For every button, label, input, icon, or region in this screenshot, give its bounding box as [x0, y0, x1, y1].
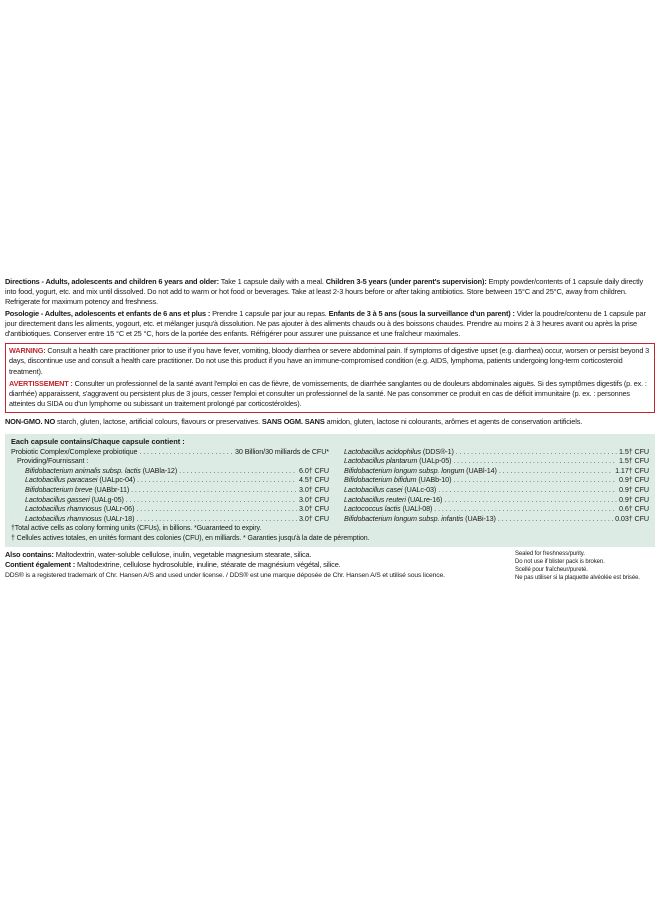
ingredient-species: Lactobacillus reuteri [344, 494, 406, 504]
ingredients-panel [5, 434, 655, 548]
ingredients-right-column [344, 447, 649, 524]
ingredient-strain: (DDS®-1) [422, 446, 454, 456]
leader-dots [137, 475, 297, 485]
ingredient-name [25, 485, 129, 495]
ingredient-strain: (UABbr-11) [94, 485, 130, 495]
complex-row [11, 447, 329, 457]
ingredient-name [25, 514, 134, 524]
sealed-line: Do not use if blister pack is broken. [515, 559, 605, 565]
ingredient-name [344, 475, 451, 485]
ingredient-strain: (UALpc-04) [99, 475, 136, 485]
ingredient-name [344, 447, 454, 457]
ingredient-row [344, 485, 649, 495]
ingredient-row [11, 514, 329, 524]
leader-dots [131, 485, 297, 495]
ingredient-species: Lactobacillus plantarum [344, 456, 418, 466]
warning-label: WARNING: [9, 346, 46, 356]
non-gmo-statement [5, 417, 655, 427]
ingredient-row [344, 447, 649, 457]
supplement-label [5, 277, 655, 582]
leader-dots [453, 475, 617, 485]
providing-row [11, 456, 329, 466]
non-gmo-text: starch, gluten, lactose, artificial colours, flavours or preservatives. [55, 417, 262, 427]
ingredient-row [344, 504, 649, 514]
leader-dots [136, 504, 297, 514]
leader-dots [453, 456, 617, 466]
ingredient-species: Lactobacillus rhamnosus [25, 504, 102, 514]
sealed-line: Sealed for freshness/purity. [515, 551, 585, 558]
ingredient-row [344, 466, 649, 476]
directions-english [5, 277, 655, 308]
sealed-notice [515, 550, 655, 582]
leader-dots [499, 466, 613, 476]
ingredient-strain: (UABi-13) [465, 513, 496, 523]
ingredient-name [25, 504, 134, 514]
avertissement-text: Consulter un professionnel de la santé avant l'emploi en cas de fièvre, de vomissements, de diarrhée sanglantes ou de douleurs abdominales aiguës. Si des symptômes digestifs (p. ex. : diarrhée) apparaissent, s'aggravent ou persistent plus de 3 jours, cesser l'emploi et consulter un professionnel de la santé. Ne pas consommer ce produit en cas de déficit immunitaire (p. ex. : personnes atteintes du SIDA ou d'un lymphome ou subissant un traitement prolongé par corticostéroïdes). [9, 378, 647, 409]
ingredient-species: Bifidobacterium bifidum [344, 475, 417, 485]
ingredient-row [11, 495, 329, 505]
warning-english [9, 346, 651, 377]
posologie-label: Posologie - Adultes, adolescents et enfants de 6 ans et plus : [5, 308, 211, 318]
ingredient-strain: (UABb-10) [418, 475, 452, 485]
leader-dots [139, 447, 233, 457]
ingredient-strain: (UALl-08) [402, 504, 433, 514]
also-contains-label: Also contains: [5, 550, 54, 560]
ingredient-strain: (UALre-16) [407, 494, 443, 504]
ingredient-value: 1.5† CFU [619, 446, 649, 456]
directions-text: Take 1 capsule daily with a meal. [218, 277, 326, 286]
also-contains-french [5, 560, 510, 570]
footnote-french: † Cellules actives totales, en unités formant des colonies (CFU), en milliards. * Garanties jusqu'à la date de péremption. [11, 534, 370, 542]
ingredient-name [25, 475, 135, 485]
ingredient-name [344, 504, 432, 514]
ingredients-columns [11, 447, 649, 524]
directions-label: Directions - Adults, adolescents and children 6 years and older: [5, 277, 219, 286]
ingredient-species: Bifidobacterium breve [25, 485, 93, 495]
ingredient-row [11, 466, 329, 476]
warning-box [5, 343, 655, 413]
leader-dots [498, 514, 613, 524]
trademark-notice: DDS® is a registered trademark of Chr. Hansen A/S and used under license. / DDS® est une marque déposée de Chr. Hansen A/S et utilisé sous licence. [5, 572, 445, 580]
ingredient-value: 0.9† CFU [619, 475, 649, 485]
leader-dots [136, 514, 297, 524]
ingredient-name [344, 456, 451, 466]
ingredient-value: 4.5† CFU [299, 475, 329, 485]
sealed-line: Ne pas utiliser si la plaquette alvéolée est brisée. [515, 574, 640, 581]
ingredient-species: Lactobacillus gasseri [25, 494, 90, 504]
also-contains-text: Maltodextrin, water-soluble cellulose, inulin, vegetable magnesium stearate, silica. [53, 550, 312, 560]
avertissement-label: AVERTISSEMENT : [9, 378, 73, 388]
ingredient-strain: (UALr-18) [103, 513, 135, 523]
ingredient-strain: (UALr-06) [103, 504, 135, 514]
ingredient-value: 3.0† CFU [299, 485, 329, 495]
complex-name: Probiotic Complex/Complexe probiotique [11, 446, 138, 456]
ingredient-value: 0.03† CFU [615, 513, 649, 523]
ingredient-species: Lactobacillus casei [344, 485, 403, 495]
ingredient-value: 6.0† CFU [299, 465, 329, 475]
ingredient-value: 3.0† CFU [299, 504, 329, 514]
leader-dots [438, 485, 617, 495]
sealed-line: Scellé pour fraîcheur/pureté. [515, 566, 588, 573]
ingredient-value: 3.0† CFU [299, 494, 329, 504]
bottom-section [5, 550, 655, 582]
posologie-text: Prendre 1 capsule par jour au repas. [210, 308, 329, 318]
ingredient-species: Lactobacillus rhamnosus [25, 513, 102, 523]
ingredient-name [344, 485, 436, 495]
ingredient-species: Lactobacillus paracasei [25, 475, 98, 485]
leader-dots [179, 466, 297, 476]
leader-dots [434, 504, 617, 514]
sans-ogm-text: amidon, gluten, lactose ni colourants, arômes et agents de conservation artificiels. [324, 417, 583, 427]
ingredient-value: 0.9† CFU [619, 485, 649, 495]
ingredient-name [25, 466, 177, 476]
ingredient-species: Bifidobacterium longum subsp. longum [344, 465, 465, 475]
leader-dots [126, 495, 297, 505]
ingredient-species: Lactobacillus acidophilus [344, 446, 422, 456]
warning-text: Consult a health care practitioner prior to use if you have fever, vomiting, bloody diarrhea or severe abdominal pain. If symptoms of digestive upset (e.g. diarrhea) occur, worsen or persist beyond 3 days, discontinue use and consult a health care practitioner. Do not use this product if you have an immune-compromised condition (e.g. AIDS, lymphoma, patients undergoing long-term corticosteroid treatment). [9, 346, 650, 376]
enfants-label: Enfants de 3 à 5 ans (sous la surveillance d'un parent) : [328, 308, 515, 318]
children-text: Empty powder/contents of 1 capsule daily directly into food, yogurt, etc. and mix until dissolved. Do not add to warm or hot food or beverages. Take at least 2-3 hours before or after taking antibiotics. Store between 15°C and 25°C, away from children. Refrigerate for maximum potency and freshness. [5, 277, 644, 307]
ingredient-value: 1.17† CFU [615, 465, 649, 475]
footnote-english: †Total active cells as colony forming units (CFUs), in billions. *Guaranteed to expiry. [11, 525, 262, 533]
children-label: Children 3-5 years (under parent's supervision): [325, 277, 487, 286]
warning-french [9, 379, 651, 410]
providing-label: Providing/Fournissant : [17, 456, 89, 466]
ingredient-row [344, 495, 649, 505]
panel-title: Each capsule contains/Chaque capsule contient : [11, 436, 185, 446]
contient-text: Maltodextrine, cellulose hydrosoluble, inuline, stéarate de magnésium végétal, silice. [75, 560, 341, 570]
ingredient-strain: (UALg-05) [91, 494, 124, 504]
ingredient-row [344, 456, 649, 466]
ingredient-row [11, 475, 329, 485]
ingredient-strain: (UABla-12) [142, 465, 178, 475]
ingredient-strain: (UABl-14) [466, 465, 497, 475]
ingredient-row [11, 504, 329, 514]
ingredient-row [11, 485, 329, 495]
complex-value: 30 Billion/30 milliards de CFU* [235, 446, 329, 456]
ingredient-name [344, 495, 442, 505]
ingredient-species: Bifidobacterium longum subsp. infantis [344, 513, 464, 523]
ingredient-strain: (UALc-03) [404, 485, 437, 495]
directions-french [5, 309, 655, 340]
sans-ogm-label: SANS OGM. SANS [261, 417, 325, 427]
ingredient-row [344, 475, 649, 485]
ingredient-value: 0.6† CFU [619, 504, 649, 514]
non-gmo-label: NON-GMO. NO [5, 417, 56, 427]
ingredient-name [25, 495, 124, 505]
ingredient-name [344, 514, 496, 524]
ingredient-value: 1.5† CFU [619, 456, 649, 466]
ingredient-value: 3.0† CFU [299, 513, 329, 523]
contient-label: Contient également : [5, 560, 76, 570]
ingredient-value: 0.9† CFU [619, 494, 649, 504]
ingredient-species: Bifidobacterium animalis subsp. lactis [25, 465, 141, 475]
bottom-left [5, 550, 510, 582]
ingredient-row [344, 514, 649, 524]
left-ingredient-list [11, 466, 329, 524]
ingredient-name [344, 466, 497, 476]
leader-dots [456, 447, 617, 457]
ingredient-strain: (UALp-05) [419, 456, 452, 466]
enfants-text: Vider la poudre/contenu de 1 capsule par jour directement dans les aliments, yogourt, etc. et mélanger jusqu'à dissolution. Ne pas ajouter à des aliments chauds ou à des boissons chaudes. Prendre au moins 2 à 3 heures avant ou après la prise d'antibiotiques. Conserver entre 15 °C et 25 °C, hors de la portée des enfants. Réfrigérer pour assurer une puissance et une fraîcheur maximales. [5, 308, 646, 339]
ingredient-species: Lactococcus lactis [344, 504, 401, 514]
ingredients-left-column [11, 447, 329, 524]
leader-dots [444, 495, 617, 505]
right-ingredient-list [344, 447, 649, 524]
also-contains-english [5, 550, 510, 560]
